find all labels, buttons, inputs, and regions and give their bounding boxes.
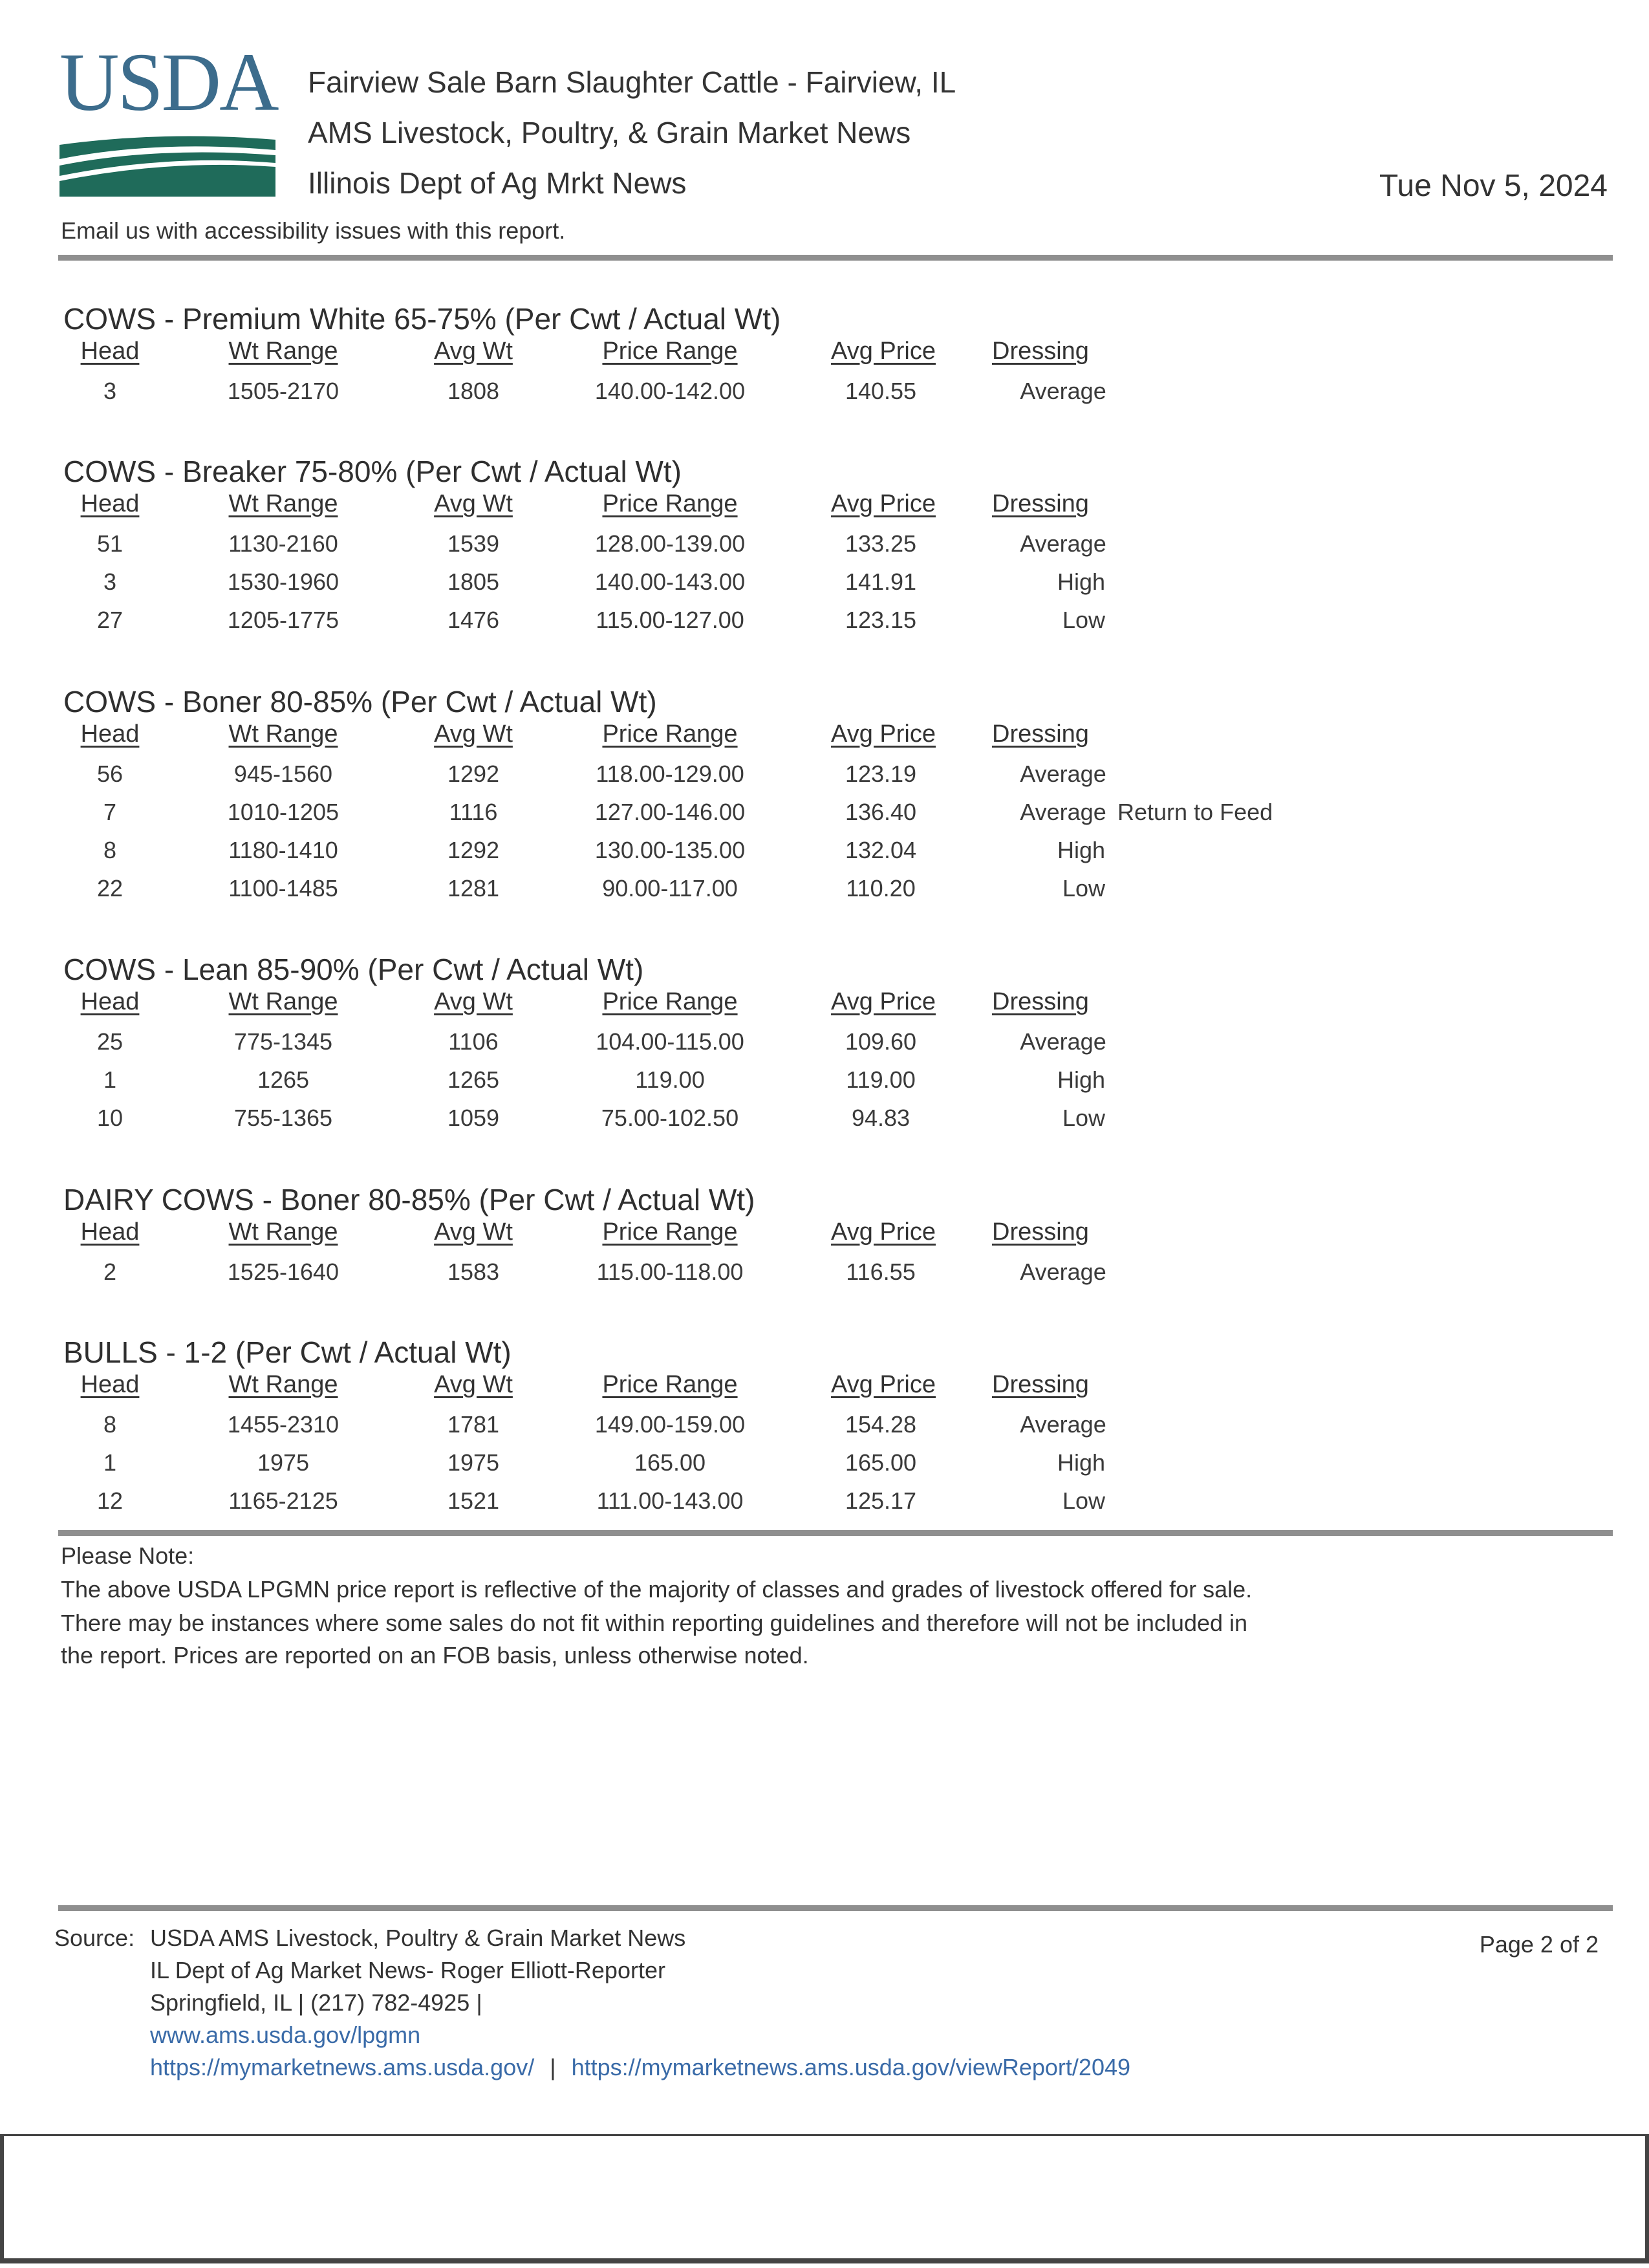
cell-avg-wt: 1059 (447, 1105, 500, 1131)
cell-wt-range: 1975 (257, 1449, 310, 1476)
cell-price-range: 128.00-139.00 (594, 530, 746, 557)
cell-avg-price: 94.83 (851, 1105, 911, 1131)
cell-head: 3 (103, 378, 117, 404)
cell-avg-price: 123.19 (845, 761, 917, 787)
cell-avg-wt: 1975 (447, 1449, 500, 1476)
accessibility-note[interactable]: Email us with accessibility issues with this report. (61, 217, 566, 244)
col-head: Head (80, 988, 140, 1015)
col-avg-price: Avg Price (831, 1218, 936, 1246)
col-dressing: Dressing (992, 490, 1089, 517)
footer-divider (58, 1905, 1613, 1911)
col-avg-price: Avg Price (831, 1371, 936, 1398)
section-title: COWS - Lean 85-90% (Per Cwt / Actual Wt) (63, 953, 644, 986)
cell-dressing: High (1057, 1066, 1106, 1093)
cell-wt-range: 775-1345 (233, 1028, 333, 1055)
cell-avg-price: 154.28 (845, 1411, 917, 1438)
source-line-2: IL Dept of Ag Market News- Roger Elliott-Reporter (150, 1957, 665, 1983)
cell-wt-range: 1130-2160 (228, 530, 338, 557)
cell-dressing: Average (1020, 1258, 1106, 1285)
col-head: Head (80, 1218, 140, 1246)
cell-price-range: 111.00-143.00 (596, 1487, 744, 1514)
cell-avg-price: 125.17 (845, 1487, 917, 1514)
cell-avg-price: 141.91 (845, 568, 917, 595)
cell-head: 25 (96, 1028, 124, 1055)
cell-wt-range: 1010-1205 (227, 799, 339, 825)
col-avg-price: Avg Price (831, 720, 936, 748)
col-avg-wt: Avg Wt (434, 338, 513, 365)
cell-avg-wt: 1281 (447, 875, 500, 902)
col-avg-price: Avg Price (831, 490, 936, 517)
cell-avg-wt: 1781 (447, 1411, 500, 1438)
cell-avg-wt: 1292 (447, 837, 500, 863)
cell-price-range: 118.00-129.00 (596, 761, 744, 787)
cell-dressing: Average (1020, 378, 1106, 404)
cell-wt-range: 1525-1640 (227, 1258, 339, 1285)
note-line-3: the report. Prices are reported on an FOB basis, unless otherwise noted. (61, 1642, 809, 1669)
col-wt-range: Wt Range (228, 1218, 338, 1246)
cell-wt-range: 1455-2310 (227, 1411, 339, 1438)
col-wt-range: Wt Range (228, 1371, 338, 1398)
report-date: Tue Nov 5, 2024 (1379, 169, 1608, 203)
col-avg-price: Avg Price (831, 338, 936, 365)
section-title: COWS - Premium White 65-75% (Per Cwt / Actual Wt) (63, 302, 781, 336)
col-avg-wt: Avg Wt (434, 720, 513, 748)
cell-head: 3 (103, 568, 117, 595)
cell-wt-range: 1265 (257, 1066, 310, 1093)
cell-price-range: 140.00-143.00 (594, 568, 746, 595)
cell-dressing: Average (1020, 1411, 1106, 1438)
col-dressing: Dressing (992, 988, 1089, 1015)
col-price-range: Price Range (602, 1218, 738, 1246)
section-boner (62, 684, 1485, 902)
cell-avg-price: 123.15 (845, 607, 917, 633)
link-separator: | (550, 2054, 556, 2080)
cell-price-range: 140.00-142.00 (594, 378, 746, 404)
cell-wt-range: 1100-1485 (228, 875, 338, 902)
cell-price-range: 104.00-115.00 (596, 1028, 744, 1055)
col-avg-wt: Avg Wt (434, 1218, 513, 1246)
cell-dressing: High (1057, 837, 1106, 863)
section-title: DAIRY COWS - Boner 80-85% (Per Cwt / Actual Wt) (63, 1183, 755, 1216)
footer-links-row (150, 2054, 1130, 2081)
cell-dressing: High (1057, 568, 1106, 595)
view-report-link[interactable]: https://mymarketnews.ams.usda.gov/viewReport/2049 (571, 2054, 1131, 2080)
cell-dressing: Low (1062, 1105, 1106, 1131)
cell-wt-range: 1505-2170 (227, 378, 339, 404)
cell-dressing: Low (1062, 607, 1106, 633)
cell-wt-range: 1205-1775 (227, 607, 339, 633)
cell-avg-wt: 1106 (448, 1028, 499, 1055)
col-price-range: Price Range (602, 720, 738, 748)
lpgmn-link[interactable]: www.ams.usda.gov/lpgmn (150, 2022, 421, 2048)
cell-avg-wt: 1116 (449, 799, 498, 825)
cell-price-range: 119.00 (635, 1066, 705, 1093)
page-number: Page 2 of 2 (1479, 1931, 1599, 1958)
col-dressing: Dressing (992, 1371, 1089, 1398)
cell-price-range: 115.00-127.00 (596, 607, 744, 633)
cell-dressing: Average (1020, 530, 1106, 557)
cell-wt-range: 1180-1410 (228, 837, 338, 863)
cell-dressing: High (1057, 1449, 1106, 1476)
cell-avg-price: 140.55 (845, 378, 917, 404)
cell-head: 27 (96, 607, 124, 633)
logo-field-icon (59, 131, 275, 197)
col-wt-range: Wt Range (228, 338, 338, 365)
cell-wt-range: 1530-1960 (227, 568, 339, 595)
cell-avg-wt: 1476 (447, 607, 500, 633)
cell-head: 12 (96, 1487, 124, 1514)
section-lean (62, 952, 1485, 1131)
cell-avg-wt: 1265 (447, 1066, 500, 1093)
cell-head: 22 (96, 875, 124, 902)
note-heading: Please Note: (61, 1542, 195, 1569)
col-wt-range: Wt Range (228, 490, 338, 517)
cell-avg-wt: 1805 (447, 568, 500, 595)
section-bulls (62, 1335, 1485, 1514)
section-dairy-boner (62, 1182, 1485, 1350)
header-divider (58, 255, 1613, 261)
cell-wt-range: 945-1560 (233, 761, 333, 787)
col-price-range: Price Range (602, 1371, 738, 1398)
cell-avg-price: 116.55 (846, 1258, 916, 1285)
note-line-1: The above USDA LPGMN price report is reflective of the majority of classes and grades of livestock offered for sale. (61, 1576, 1253, 1603)
cell-head: 2 (103, 1258, 117, 1285)
cell-price-range: 75.00-102.50 (601, 1105, 739, 1131)
source-line-1: USDA AMS Livestock, Poultry & Grain Market News (150, 1925, 686, 1951)
agency-name: AMS Livestock, Poultry, & Grain Market News (308, 116, 911, 149)
cell-price-range: 130.00-135.00 (594, 837, 746, 863)
col-price-range: Price Range (602, 988, 738, 1015)
col-dressing: Dressing (992, 720, 1089, 748)
cell-price-range: 127.00-146.00 (594, 799, 746, 825)
cell-avg-price: 132.04 (845, 837, 917, 863)
cell-avg-wt: 1521 (447, 1487, 500, 1514)
cell-head: 1 (103, 1066, 117, 1093)
cell-price-range: 115.00-118.00 (596, 1258, 744, 1285)
col-wt-range: Wt Range (228, 988, 338, 1015)
cell-dressing: Low (1062, 875, 1106, 902)
cell-avg-wt: 1292 (447, 761, 500, 787)
cell-head: 10 (96, 1105, 124, 1131)
col-price-range: Price Range (602, 338, 738, 365)
cell-avg-wt: 1539 (447, 530, 500, 557)
scan-bottom-border (0, 2134, 1649, 2263)
cell-dressing: Low (1062, 1487, 1106, 1514)
cell-price-range: 149.00-159.00 (594, 1411, 746, 1438)
col-head: Head (80, 720, 140, 748)
cell-avg-price: 119.00 (846, 1066, 916, 1093)
cell-head: 1 (103, 1449, 117, 1476)
cell-avg-price: 165.00 (845, 1449, 917, 1476)
usda-logo (59, 36, 277, 197)
col-head: Head (80, 338, 140, 365)
cell-note: Return to Feed (1117, 799, 1273, 825)
col-dressing: Dressing (992, 1218, 1089, 1246)
col-wt-range: Wt Range (228, 720, 338, 748)
cell-wt-range: 755-1365 (233, 1105, 333, 1131)
cell-head: 8 (103, 1411, 117, 1438)
cell-dressing: Average (1020, 799, 1106, 825)
cell-avg-price: 109.60 (845, 1028, 917, 1055)
col-avg-price: Avg Price (831, 988, 936, 1015)
cell-avg-price: 110.20 (846, 875, 916, 902)
logo-text: USDA (59, 36, 277, 128)
cell-avg-price: 133.25 (845, 530, 917, 557)
cell-price-range: 90.00-117.00 (602, 875, 738, 902)
cell-wt-range: 1165-2125 (228, 1487, 338, 1514)
cell-dressing: Average (1020, 761, 1106, 787)
col-price-range: Price Range (602, 490, 738, 517)
section-title: BULLS - 1-2 (Per Cwt / Actual Wt) (63, 1335, 512, 1369)
cell-price-range: 165.00 (634, 1449, 706, 1476)
col-dressing: Dressing (992, 338, 1089, 365)
cell-avg-price: 136.40 (845, 799, 917, 825)
col-avg-wt: Avg Wt (434, 988, 513, 1015)
cell-head: 56 (96, 761, 124, 787)
section-title: COWS - Boner 80-85% (Per Cwt / Actual Wt) (63, 685, 657, 718)
cell-head: 8 (103, 837, 117, 863)
cell-avg-wt: 1583 (447, 1258, 500, 1285)
source-label: Source: (54, 1925, 135, 1951)
section-title: COWS - Breaker 75-80% (Per Cwt / Actual Wt) (63, 455, 682, 488)
note-line-2: There may be instances where some sales do not fit within reporting guidelines and therefore will not be included in (61, 1610, 1248, 1636)
section-premium-white (62, 301, 1485, 470)
mymarketnews-link[interactable]: https://mymarketnews.ams.usda.gov/ (150, 2054, 535, 2080)
col-head: Head (80, 1371, 140, 1398)
report-title: Fairview Sale Barn Slaughter Cattle - Fairview, IL (308, 65, 956, 99)
cell-head: 7 (103, 799, 117, 825)
cell-head: 51 (96, 530, 124, 557)
col-avg-wt: Avg Wt (434, 1371, 513, 1398)
cell-dressing: Average (1020, 1028, 1106, 1055)
table-divider (58, 1530, 1613, 1536)
cell-avg-wt: 1808 (447, 378, 500, 404)
source-line-3: Springfield, IL | (217) 782-4925 | (150, 1989, 482, 2016)
section-breaker (62, 454, 1485, 633)
col-head: Head (80, 490, 140, 517)
dept-name: Illinois Dept of Ag Mrkt News (308, 166, 687, 200)
col-avg-wt: Avg Wt (434, 490, 513, 517)
